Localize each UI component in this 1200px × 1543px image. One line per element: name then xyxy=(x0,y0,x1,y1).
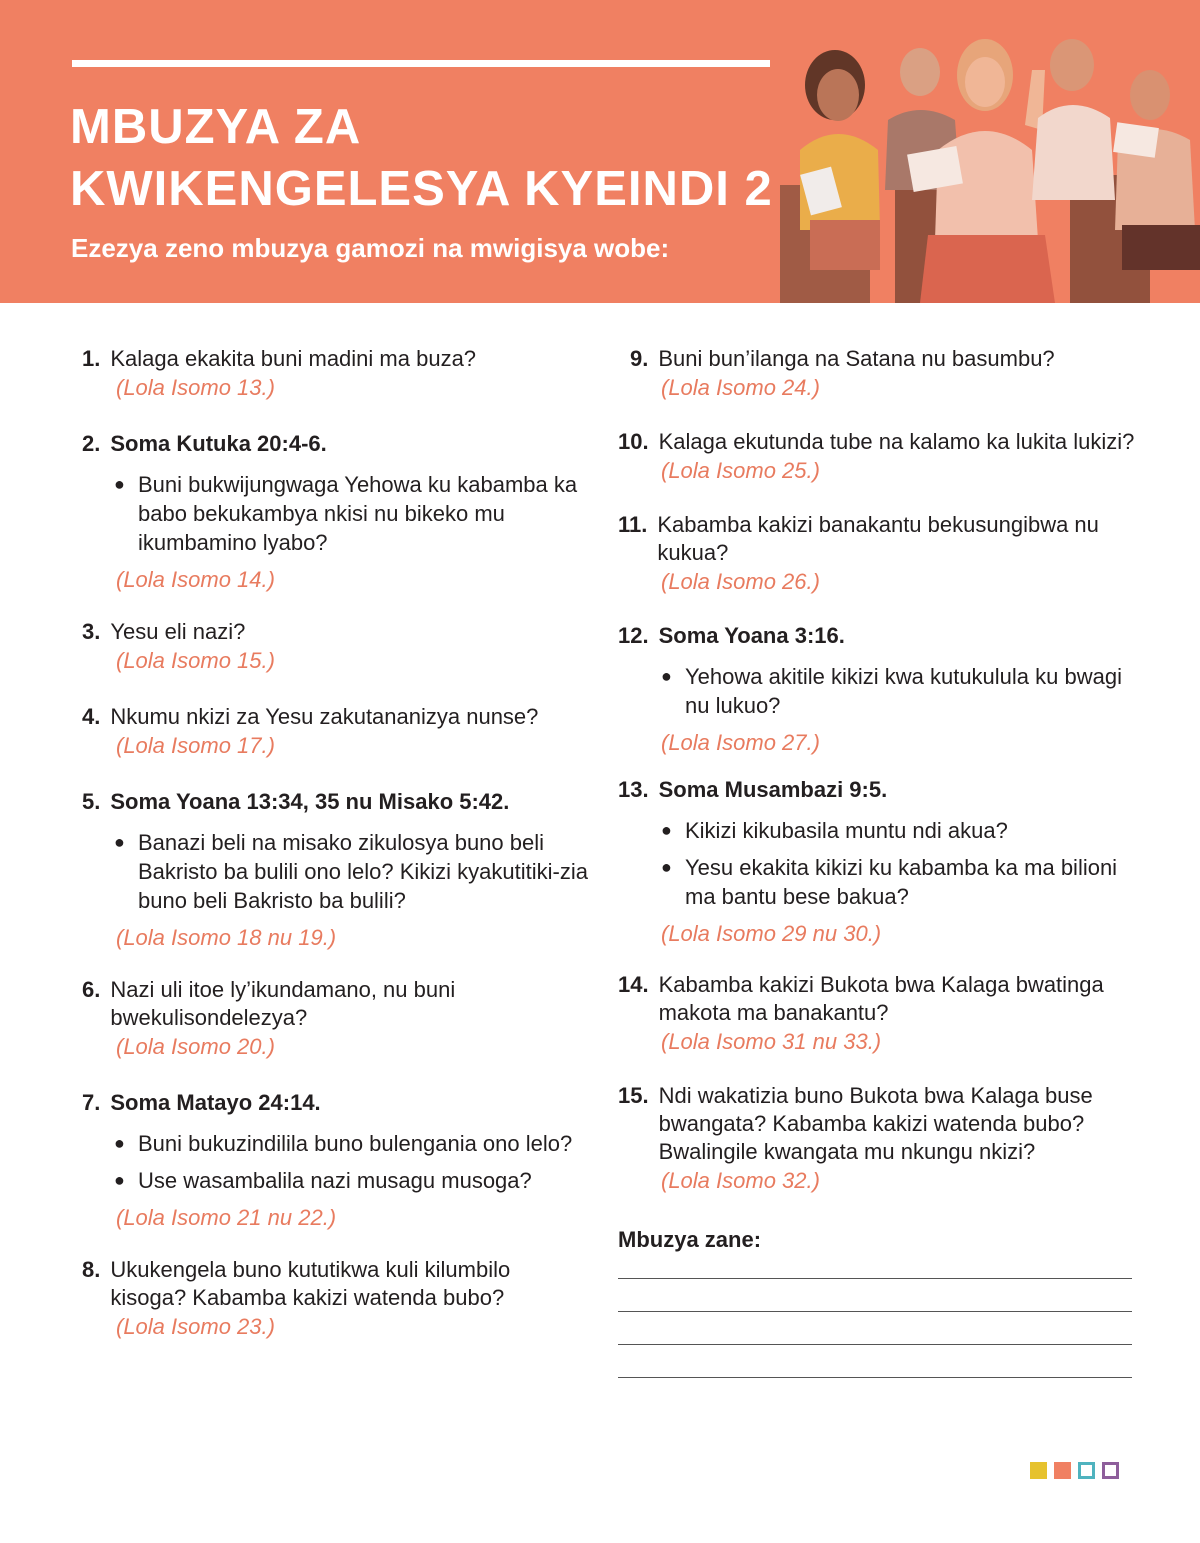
question-12 xyxy=(618,622,1138,758)
question-number: 3. xyxy=(82,619,101,644)
question-number: 11. xyxy=(618,512,648,537)
question-text: Nazi uli itoe ly’ikundamano, nu buni bwekulisondelezya? xyxy=(110,977,456,1030)
bullet-icon: ● xyxy=(661,820,672,840)
lesson-reference: (Lola Isomo 21 nu 22.) xyxy=(116,1205,337,1230)
question-4 xyxy=(82,703,592,761)
question-number: 14. xyxy=(618,972,649,997)
question-13 xyxy=(618,776,1138,949)
question-number: 1. xyxy=(82,346,101,371)
lesson-reference: (Lola Isomo 23.) xyxy=(116,1314,275,1339)
lesson-reference: (Lola Isomo 25.) xyxy=(661,458,820,483)
progress-squares xyxy=(1030,1462,1126,1479)
question-10 xyxy=(618,428,1138,486)
question-text: Kabamba kakizi banakantu bekusungibwa nu kukua? xyxy=(657,512,1099,565)
question-number: 5. xyxy=(82,789,101,814)
lesson-reference: (Lola Isomo 32.) xyxy=(661,1168,820,1193)
question-number: 4. xyxy=(82,704,101,729)
lesson-reference: (Lola Isomo 15.) xyxy=(116,648,275,673)
list-item: ● Banazi beli na misako zikulosya buno beli Bakristo ba bulili ono lelo? Kikizi kyakutitiki-zia buno beli Bakristo ba bulili? xyxy=(114,830,588,913)
header-rule xyxy=(72,60,770,67)
notes-line[interactable] xyxy=(618,1377,1132,1378)
people-seated-illustration xyxy=(770,0,1200,303)
question-6 xyxy=(82,976,592,1062)
bullet-icon: ● xyxy=(114,832,125,852)
lesson-reference: (Lola Isomo 24.) xyxy=(661,375,820,400)
list-item: ● Kikizi kikubasila muntu ndi akua? xyxy=(661,818,1008,843)
question-text: Ukukengela buno kututikwa kuli kilumbilo kisoga? Kabamba kakizi watenda bubo? xyxy=(110,1257,511,1310)
question-1 xyxy=(82,345,592,403)
question-8 xyxy=(82,1256,592,1342)
filled-square-icon xyxy=(1054,1462,1071,1479)
question-text: Yesu eli nazi? xyxy=(110,619,246,644)
question-number: 6. xyxy=(82,977,101,1002)
lesson-reference: (Lola Isomo 13.) xyxy=(116,375,275,400)
notes-label: Mbuzya zane: xyxy=(618,1227,762,1252)
question-text: Soma Musambazi 9:5. xyxy=(658,777,888,802)
question-number: 10. xyxy=(618,429,649,454)
question-text: Soma Yoana 3:16. xyxy=(658,623,845,648)
question-2 xyxy=(82,430,592,595)
question-3 xyxy=(82,618,592,676)
lesson-reference: (Lola Isomo 17.) xyxy=(116,733,275,758)
bullet-icon: ● xyxy=(114,474,125,494)
question-text: Nkumu nkizi za Yesu zakutananizya nunse? xyxy=(110,704,539,729)
question-text: Kalaga ekakita buni madini ma buza? xyxy=(110,346,477,371)
lesson-reference: (Lola Isomo 20.) xyxy=(116,1034,275,1059)
question-15 xyxy=(618,1082,1138,1196)
bullet-list xyxy=(82,470,592,557)
question-5 xyxy=(82,788,592,953)
question-number: 7. xyxy=(82,1090,101,1115)
lesson-reference: (Lola Isomo 29 nu 30.) xyxy=(661,921,882,946)
question-text: Soma Yoana 13:34, 35 nu Misako 5:42. xyxy=(110,789,510,814)
notes-line[interactable] xyxy=(618,1278,1132,1279)
question-text: Kalaga ekutunda tube na kalamo ka lukita lukizi? xyxy=(658,429,1135,454)
question-number: 13. xyxy=(618,777,649,802)
bullet-icon: ● xyxy=(114,1170,125,1190)
page-subtitle: Ezezya zeno mbuzya gamozi na mwigisya wobe: xyxy=(71,233,670,263)
empty-square-icon xyxy=(1102,1462,1119,1479)
bullet-list xyxy=(82,1129,592,1195)
question-number: 12. xyxy=(618,623,649,648)
question-text: Kabamba kakizi Bukota bwa Kalaga bwatinga makota ma banakantu? xyxy=(658,972,1104,1025)
bullet-icon: ● xyxy=(114,1133,125,1153)
lesson-reference: (Lola Isomo 14.) xyxy=(116,567,275,592)
header-banner xyxy=(0,0,1200,303)
questions-right-column xyxy=(618,345,1138,1378)
list-item: ● Use wasambalila nazi musagu musoga? xyxy=(114,1168,532,1193)
list-item: ● Buni bukwijungwaga Yehowa ku kabamba ka babo bekukambya nkisi nu bikeko mu ikumbamino lyabo? xyxy=(114,472,578,555)
lesson-reference: (Lola Isomo 27.) xyxy=(661,730,820,755)
question-number: 8. xyxy=(82,1257,101,1282)
question-text: Soma Matayo 24:14. xyxy=(110,1090,321,1115)
bullet-icon: ● xyxy=(661,666,672,686)
bullet-list xyxy=(82,828,592,915)
lesson-reference: (Lola Isomo 31 nu 33.) xyxy=(661,1029,882,1054)
question-number: 2. xyxy=(82,431,101,456)
lesson-reference: (Lola Isomo 18 nu 19.) xyxy=(116,925,337,950)
question-text: Buni bun’ilanga na Satana nu basumbu? xyxy=(658,346,1055,371)
list-item: ● Yehowa akitile kikizi kwa kutukulula ku bwagi nu lukuo? xyxy=(661,664,1122,718)
bullet-list xyxy=(618,816,1138,911)
lesson-reference: (Lola Isomo 26.) xyxy=(661,569,820,594)
question-number: 9. xyxy=(630,346,649,371)
list-item: ● Buni bukuzindilila buno bulengania ono lelo? xyxy=(114,1131,573,1156)
empty-square-icon xyxy=(1078,1462,1095,1479)
question-7 xyxy=(82,1089,592,1233)
question-number: 15. xyxy=(618,1083,649,1108)
questions-left-column xyxy=(82,345,592,1342)
notes-line[interactable] xyxy=(618,1344,1132,1345)
list-item: ● Yesu ekakita kikizi ku kabamba ka ma bilioni ma bantu bese bakua? xyxy=(661,855,1118,909)
question-text: Soma Kutuka 20:4-6. xyxy=(110,431,327,456)
bullet-list xyxy=(618,662,1138,720)
question-text: Ndi wakatizia buno Bukota bwa Kalaga buse bwangata? Kabamba kakizi watenda bubo? Bwalingile kwangata mu nkungu nkizi? xyxy=(658,1083,1093,1164)
filled-square-icon xyxy=(1030,1462,1047,1479)
bullet-icon: ● xyxy=(661,857,672,877)
notes-line[interactable] xyxy=(618,1311,1132,1312)
question-9 xyxy=(630,345,1138,403)
page-title: MBUZYA ZA KWIKENGELESYA KYEINDI 2 xyxy=(70,100,773,216)
question-11 xyxy=(618,511,1138,597)
question-14 xyxy=(618,971,1138,1057)
